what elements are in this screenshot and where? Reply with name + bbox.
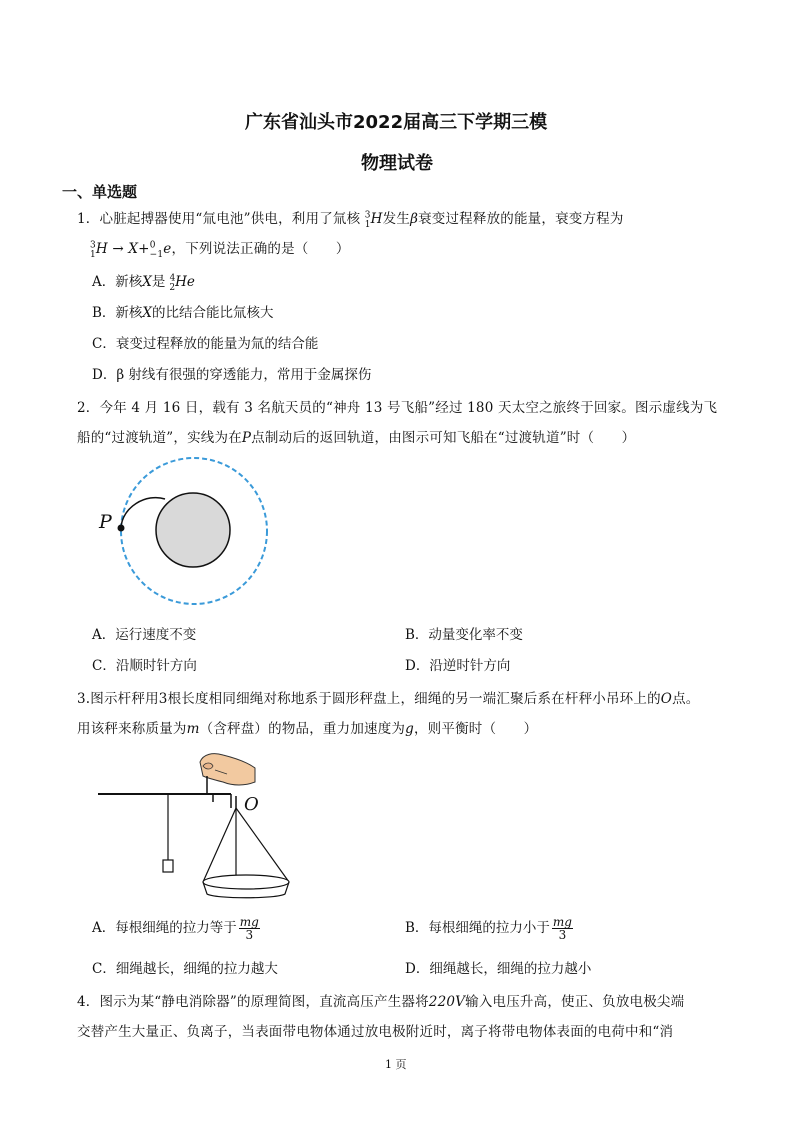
paper-title: 广东省汕头市2022届高三下学期三模	[245, 112, 548, 133]
q3-option-c: C．细绳越长，细绳的拉力越大	[92, 961, 278, 977]
q1-option-d: D．β 射线有很强的穿透能力，常用于金属探伤	[92, 367, 372, 383]
q3-option-d: D．细绳越长，细绳的拉力越小	[405, 961, 592, 977]
q2-option-d: D．沿逆时针方向	[405, 658, 511, 674]
q3-line1: 3.图示杆秤用3根长度相同细绳对称地系于圆形秤盘上，细绳的另一端汇聚后系在杆秤小吊环上的O点。	[77, 691, 700, 707]
q1-line2: $^3_1$H → X+$^0_{-1}$e，下列说法正确的是（ ）	[89, 240, 350, 260]
scale-pan-top	[203, 875, 289, 889]
q1-option-a: A．新核X是 $^4_2$He	[92, 273, 195, 293]
q1-option-c: C．衰变过程释放的能量为氚的结合能	[92, 336, 319, 352]
section-heading: 一、单选题	[62, 183, 138, 201]
q2-line2: 船的“过渡轨道”，实线为在P点制动后的返回轨道，由图示可知飞船在“过渡轨道”时（ ）	[77, 430, 636, 446]
q3-option-a: A．每根细绳的拉力等于 $\frac{mg}{3}$	[92, 915, 259, 942]
q2-line1: 2．今年 4 月 16 日，载有 3 名航天员的“神舟 13 号飞船”经过 180 天太空之旅终于回家。图示虚线为飞	[77, 400, 718, 416]
q2-option-c: C．沿顺时针方向	[92, 658, 197, 674]
page-number: 1 页	[385, 1058, 407, 1071]
q2-option-b: B．动量变化率不变	[405, 627, 523, 643]
q2-option-a: A．运行速度不变	[92, 627, 197, 643]
counterweight	[163, 860, 173, 872]
q4-line2: 交替产生大量正、负离子，当表面带电物体通过放电极附近时，离子将带电物体表面的电荷中和“消	[77, 1024, 674, 1040]
q3-option-b: B．每根细绳的拉力小于 $\frac{mg}{3}$	[405, 915, 572, 942]
q3-line2: 用该秤来称质量为m（含秤盘）的物品，重力加速度为g，则平衡时（ ）	[77, 721, 538, 737]
point-p-label: P	[99, 511, 112, 533]
point-p-dot	[118, 525, 125, 532]
hand-icon	[200, 754, 255, 785]
q1-option-b: B．新核X的比结合能比氚核大	[92, 305, 274, 321]
orbit-figure	[90, 455, 280, 615]
earth-disk	[156, 493, 230, 567]
steelyard-figure	[95, 752, 305, 902]
q1-line1: 1．心脏起搏器使用“氚电池”供电，利用了氚核 $^3_1$H发生β衰变过程释放的能量，衰变方程为	[77, 210, 624, 230]
paper-subtitle: 物理试卷	[361, 153, 433, 174]
q4-line1: 4．图示为某“静电消除器”的原理简图，直流高压产生器将220V输入电压升高，使正、负放电极尖端	[77, 994, 685, 1010]
point-o-label: O	[244, 794, 259, 815]
